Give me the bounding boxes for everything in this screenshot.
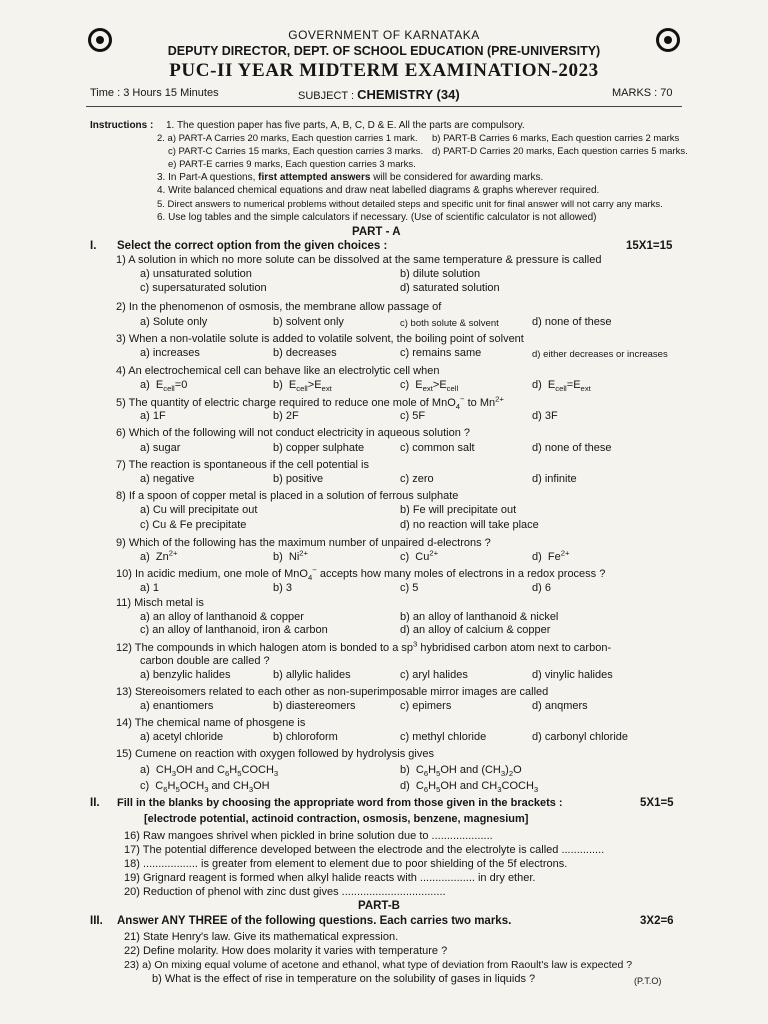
option: c) an alloy of lanthanoid, iron & carbon (140, 624, 328, 636)
instruction-6: 6. Use log tables and the simple calculators if necessary. (Use of scientific calculator is not allowed) (157, 212, 597, 223)
option: c) methyl chloride (400, 731, 487, 743)
instruction-2a: 2. a) PART-A Carries 20 marks, Each question carries 1 mark. (157, 133, 418, 144)
option: c) both solute & solvent (400, 318, 499, 329)
option: d) 3F (532, 410, 558, 422)
instruction-5: 5. Direct answers to numerical problems without detailed steps and specific unit for final answer will not carry any marks. (157, 199, 663, 210)
question-5: 5) The quantity of electric charge required to reduce one mole of MnO$_4$− to $Mn^{2+}$ (116, 394, 504, 412)
section-3-marks: 3X2=6 (640, 915, 674, 927)
option: d) infinite (532, 473, 577, 485)
option: b) Fe will precipitate out (400, 504, 517, 516)
question-1: 1) A solution in which no more solute can be dissolved at the same temperature & pressure is called (116, 254, 602, 266)
option: d) carbonyl chloride (532, 731, 628, 743)
please-turn-over: (P.T.O) (634, 976, 662, 986)
question-4: 4) An electrochemical cell can behave like an electrolytic cell when (116, 365, 440, 377)
part-b-title: PART-B (358, 900, 400, 912)
question-21: 21) State Henry's law. Give its mathematical expression. (124, 931, 399, 943)
option: c) remains same (400, 347, 482, 359)
option: c) common salt (400, 442, 475, 454)
option: b) dilute solution (400, 268, 481, 280)
option: b) copper sulphate (273, 442, 365, 454)
section-3-title: Answer ANY THREE of the following questions. Each carries two marks. (117, 915, 512, 927)
option: a) 1F (140, 410, 166, 422)
question-10: 10) In acidic medium, one mole of MnO$_4$− accepts how many moles of electrons in a redox process ? (116, 565, 606, 583)
question-20: 20) Reduction of phenol with zinc dust gives .................................. (124, 886, 446, 898)
question-12: 12) The compounds in which halogen atom is bonded to a $sp^3$ hybridised carbon atom next to carbon- (116, 639, 612, 654)
government-heading: GOVERNMENT OF KARNATAKA (288, 28, 480, 42)
option: b) $E_{cell}>E_{ext}$ (273, 379, 332, 394)
question-3: 3) When a non-volatile solute is added to volatile solvent, the boiling point of solvent (116, 333, 524, 345)
subject-name: CHEMISTRY (34) (357, 87, 460, 102)
option: d) 6 (532, 582, 551, 594)
option: b) positive (273, 473, 324, 485)
question-15: 15) Cumene on reaction with oxygen followed by hydrolysis gives (116, 748, 434, 760)
subject-line (298, 87, 460, 102)
option: a) negative (140, 473, 195, 485)
option: c) $E_{ext}>E_{cell}$ (400, 379, 459, 394)
option: a) $E_{cell}=0$ (140, 379, 188, 394)
option: b) 3 (273, 582, 292, 594)
option: c) aryl halides (400, 669, 468, 681)
section-1-marks: 15X1=15 (626, 240, 673, 252)
option: b) diastereomers (273, 700, 356, 712)
question-2: 2) In the phenomenon of osmosis, the membrane allow passage of (116, 301, 442, 313)
option: a) $Zn^{2+}$ (140, 548, 178, 563)
option: d) vinylic halides (532, 669, 613, 681)
section-2-number: II. (90, 797, 100, 809)
section-1-number: I. (90, 240, 97, 252)
option: b) decreases (273, 347, 337, 359)
option: a) increases (140, 347, 200, 359)
option: b) solvent only (273, 316, 344, 328)
section-3-number: III. (90, 915, 103, 927)
option: a) an alloy of lanthanoid & copper (140, 611, 304, 623)
option: a) sugar (140, 442, 181, 454)
option: c) 5F (400, 410, 426, 422)
question-19: 19) Grignard reagent is formed when alkyl halide reacts with .................. in dry ether. (124, 872, 536, 884)
option: a) enantiomers (140, 700, 214, 712)
instruction-2d: d) PART-D Carries 20 marks, Each question carries 5 marks. (432, 146, 688, 157)
option: d) $E_{cell}=E_{ext}$ (532, 379, 591, 394)
question-23a: 23) a) On mixing equal volume of acetone and ethanol, what type of deviation from Raoult's law is expected ? (124, 959, 633, 971)
option: a) $CH_3OH$ and $C_6H_5COCH_3$ (140, 764, 279, 779)
question-11: 11) Misch metal is (116, 597, 204, 609)
department-heading: DEPUTY DIRECTOR, DEPT. OF SCHOOL EDUCATION (PRE-UNIVERSITY) (167, 44, 601, 58)
option: d) an alloy of calcium & copper (400, 624, 551, 636)
part-a-title: PART - A (352, 226, 401, 238)
option: d) $C_6H_5OH$ and $CH_3COCH_3$ (400, 780, 539, 795)
instruction-4: 4. Write balanced chemical equations and draw neat labelled diagrams & graphs wherever required. (157, 185, 600, 196)
option: d) none of these (532, 442, 612, 454)
option: a) acetyl chloride (140, 731, 224, 743)
option: d) saturated solution (400, 282, 500, 294)
instructions-label: Instructions : (90, 120, 154, 131)
instruction-2e: e) PART-E carries 9 marks, Each question carries 3 marks. (168, 159, 416, 170)
option: a) benzylic halides (140, 669, 231, 681)
option: c) $C_6H_5OCH_3$ and $CH_3OH$ (140, 780, 270, 795)
option: d) no reaction will take place (400, 519, 539, 531)
option: b) 2F (273, 410, 299, 422)
exam-marks: MARKS : 70 (612, 87, 673, 99)
question-22: 22) Define molarity. How does molarity it varies with temperature ? (124, 945, 448, 957)
subject-label: SUBJECT : (298, 90, 355, 102)
option: c) Cu & Fe precipitate (140, 519, 247, 531)
option: c) 5 (400, 582, 419, 594)
option: a) unsaturated solution (140, 268, 252, 280)
question-8: 8) If a spoon of copper metal is placed in a solution of ferrous sulphate (116, 490, 459, 502)
question-12-cont: carbon double are called ? (140, 655, 270, 667)
option: b) $C_6H_5OH$ and $(CH_3)_2O$ (400, 764, 522, 779)
option: a) Cu will precipitate out (140, 504, 258, 516)
instruction-2c: c) PART-C Carries 15 marks, Each question carries 3 marks. (168, 146, 424, 157)
option: b) allylic halides (273, 669, 351, 681)
question-9: 9) Which of the following has the maximum number of unpaired d-electrons ? (116, 537, 491, 549)
option: d) none of these (532, 316, 612, 328)
instruction-3: 3. In Part-A questions, first attempted answers will be considered for awarding marks. (157, 172, 544, 183)
option: c) epimers (400, 700, 452, 712)
option: d) either decreases or increases (532, 349, 668, 360)
question-14: 14) The chemical name of phosgene is (116, 717, 306, 729)
option: d) anqmers (532, 700, 588, 712)
question-13: 13) Stereoisomers related to each other as non-superimposable mirror images are called (116, 686, 549, 698)
exam-title: PUC-II YEAR MIDTERM EXAMINATION-2023 (169, 60, 599, 81)
question-18: 18) .................. is greater from element to element due to poor shielding of the 5f electrons. (124, 858, 568, 870)
question-6: 6) Which of the following will not conduct electricity in aqueous solution ? (116, 427, 471, 439)
section-2-marks: 5X1=5 (640, 797, 674, 809)
option: a) Solute only (140, 316, 208, 328)
option: a) 1 (140, 582, 159, 594)
option: d) $Fe^{2+}$ (532, 548, 570, 563)
question-16: 16) Raw mangoes shrivel when pickled in brine solution due to .................... (124, 830, 493, 842)
exam-time: Time : 3 Hours 15 Minutes (90, 87, 219, 99)
question-23b: b) What is the effect of rise in temperature on the solubility of gases in liquids ? (152, 973, 536, 985)
fill-in-word-bank: [electrode potential, actinoid contraction, osmosis, benzene, magnesium] (144, 813, 529, 825)
option: b) chloroform (273, 731, 338, 743)
option: b) $Ni^{2+}$ (273, 548, 309, 563)
instruction-2b: b) PART-B Carries 6 marks, Each question carries 2 marks (432, 133, 680, 144)
header-divider (86, 106, 682, 107)
instruction-1: 1. The question paper has five parts, A, B, C, D & E. All the parts are compulsory. (166, 120, 525, 131)
question-17: 17) The potential difference developed between the electrode and the electrolyte is called .............. (124, 844, 605, 856)
section-2-title: Fill in the blanks by choosing the appropriate word from those given in the brackets : (117, 797, 563, 809)
section-1-title: Select the correct option from the given choices : (117, 240, 388, 252)
option: c) zero (400, 473, 434, 485)
option: b) an alloy of lanthanoid & nickel (400, 611, 559, 623)
option: c) supersaturated solution (140, 282, 267, 294)
option: c) $Cu^{2+}$ (400, 548, 439, 563)
question-7: 7) The reaction is spontaneous if the cell potential is (116, 459, 369, 471)
